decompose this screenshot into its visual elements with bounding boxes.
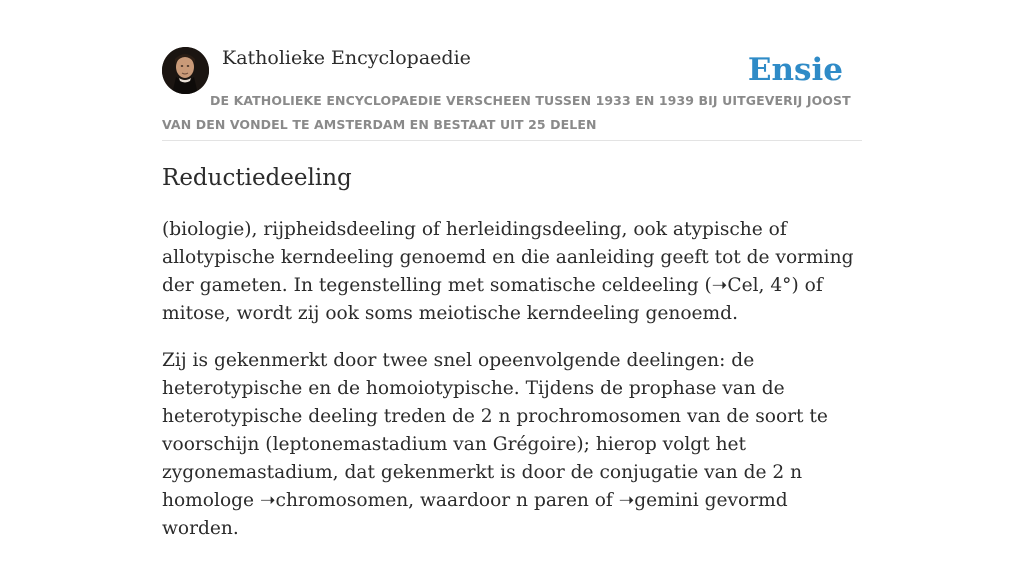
source-description: DE KATHOLIEKE ENCYCLOPAEDIE VERSCHEEN TUSSEN 1933 EN 1939 BIJ UITGEVERIJ JOOST VAN DEN VONDEL TE AMSTERDAM EN BESTAAT UIT 25 DELEN	[162, 93, 851, 132]
ensie-logo-link[interactable]: Ensie	[747, 52, 843, 88]
article-paragraph: Zij is gekenmerkt door twee snel opeenvolgende deelingen: de heterotypische en de homoiotypische. Tijdens de prophase van de heterotypische deeling treden de 2 n prochromosomen van de soort te voorschijn (leptonemastadium van Grégoire); hierop volgt het zygonemastadium, dat gekenmerkt is door de conjugatie van de 2 n homologe ➝chromosomen, waardoor n paren of ➝gemini gevormd worden.	[162, 350, 828, 539]
source-name[interactable]: Katholieke Encyclopaedie	[222, 47, 471, 69]
portrait-icon	[162, 47, 209, 94]
source-avatar[interactable]	[162, 47, 209, 94]
source-header	[162, 46, 862, 141]
article-title: Reductiedeeling	[162, 165, 352, 191]
article-paragraph: (biologie), rijpheidsdeeling of herleidingsdeeling, ook atypische of allotypische kerndeeling genoemd en die aanleiding geeft tot de vorming der gameten. In tegenstelling met somatische celdeeling (➝Cel, 4°) of mitose, wordt zij ook soms meiotische kerndeeling genoemd.	[162, 219, 854, 324]
article-body	[162, 216, 866, 562]
